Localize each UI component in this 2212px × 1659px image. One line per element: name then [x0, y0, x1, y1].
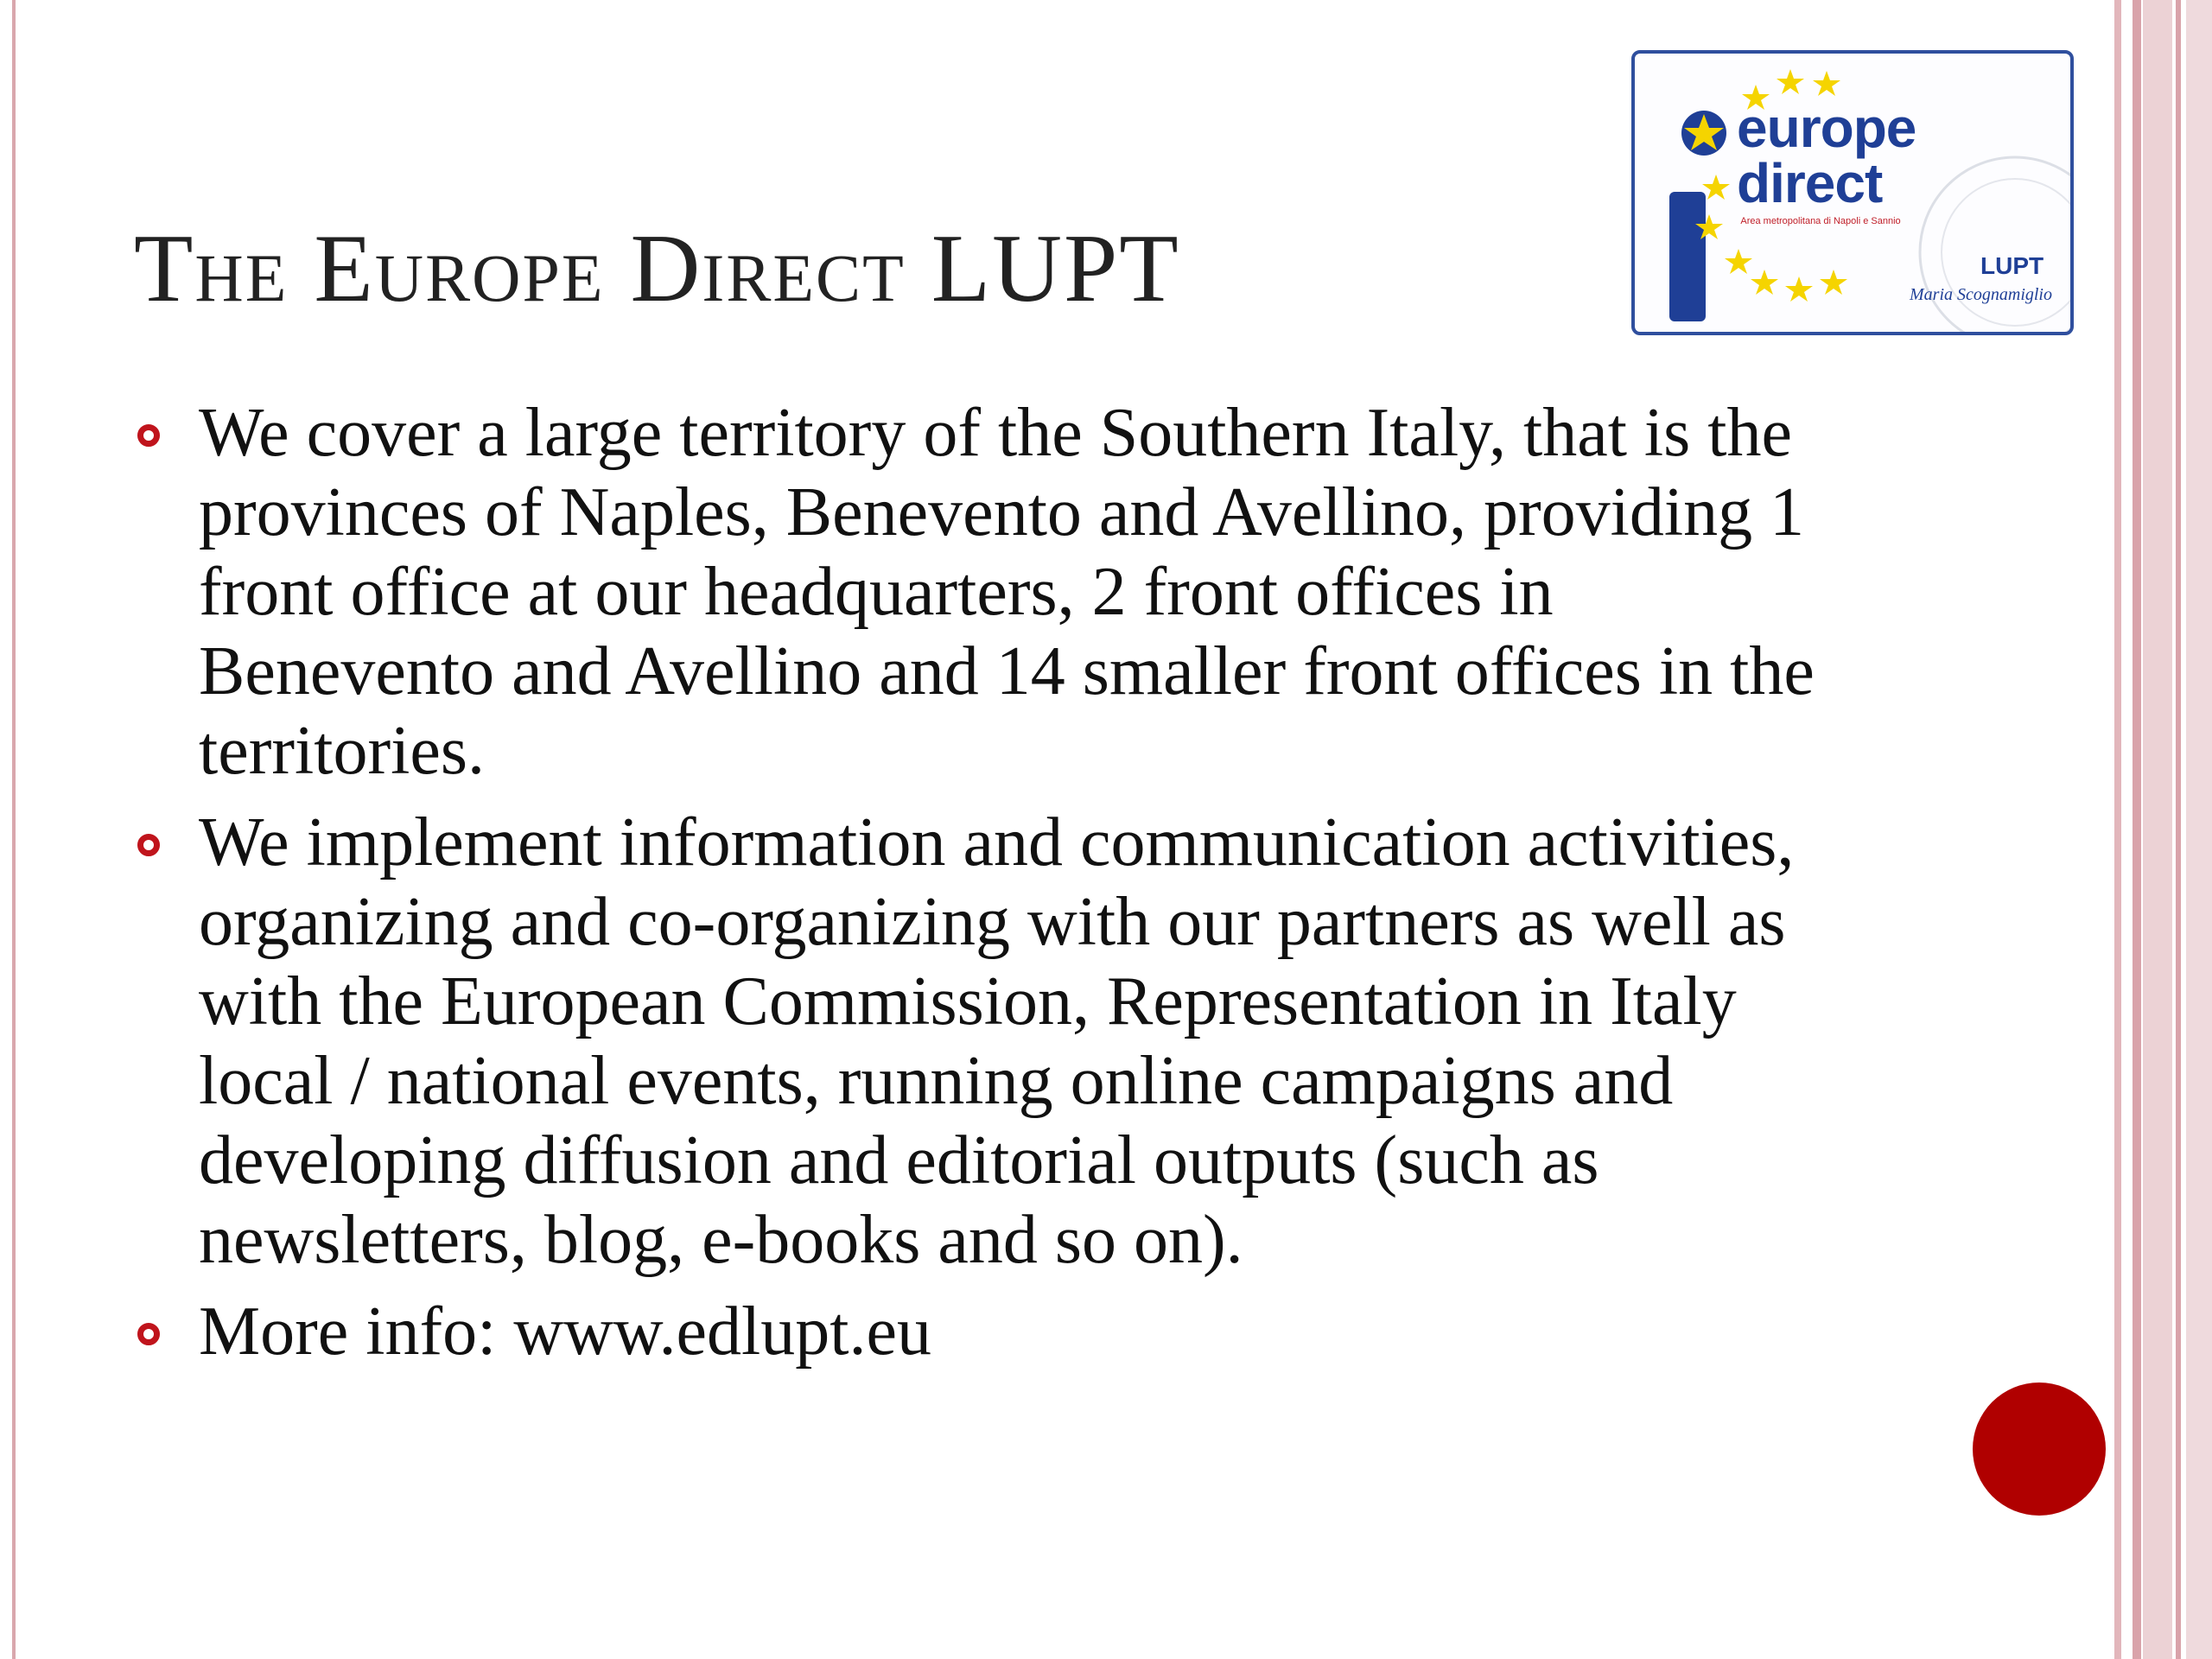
- bullet-ring-icon: [137, 424, 160, 447]
- right-border-stripe: [2143, 0, 2172, 1659]
- bullet-text: More info: www.edlupt.eu: [199, 1294, 931, 1370]
- bullet-ring-icon: [137, 1323, 160, 1345]
- logo-wordmark-europe: europe: [1737, 97, 1916, 159]
- left-border-line: [12, 0, 16, 1659]
- logo-wordmark-direct: direct: [1737, 152, 1883, 214]
- logo-lupt-label: LUPT: [1980, 252, 2044, 279]
- bullet-text: We cover a large territory of the Southern Italy, that is the provinces of Naples, Benevento and Avellino, providing 1 front office at our headquarters, 2 front offices in Benevento and Avellino and 14 smaller front offices in the territories.: [199, 395, 1815, 789]
- right-border-stripe: [2133, 0, 2141, 1659]
- logo-subtitle: Area metropolitana di Napoli e Sannio: [1740, 216, 1901, 226]
- right-border-stripe: [2186, 0, 2212, 1659]
- list-item: [134, 803, 1862, 1280]
- europe-direct-logo: [1631, 50, 2074, 335]
- list-item: [134, 1292, 1862, 1371]
- bullet-text: We implement information and communication activities, organizing and co-organizing with our partners as well as with the European Commission, Representation in Italy local / national events, running online campaigns and developing diffusion and editorial outputs (such as newsletters, blog, e-books and so on).: [199, 804, 1795, 1278]
- right-border-stripe: [2114, 0, 2121, 1659]
- right-border-stripe: [2176, 0, 2181, 1659]
- logo-signature: Maria Scognamiglio: [1910, 285, 2052, 304]
- decorative-red-dot: [1973, 1382, 2106, 1516]
- list-item: [134, 393, 1862, 791]
- slide-title: The Europe Direct LUPT: [134, 215, 1180, 322]
- bullet-list: [134, 393, 1862, 1383]
- bullet-ring-icon: [137, 834, 160, 856]
